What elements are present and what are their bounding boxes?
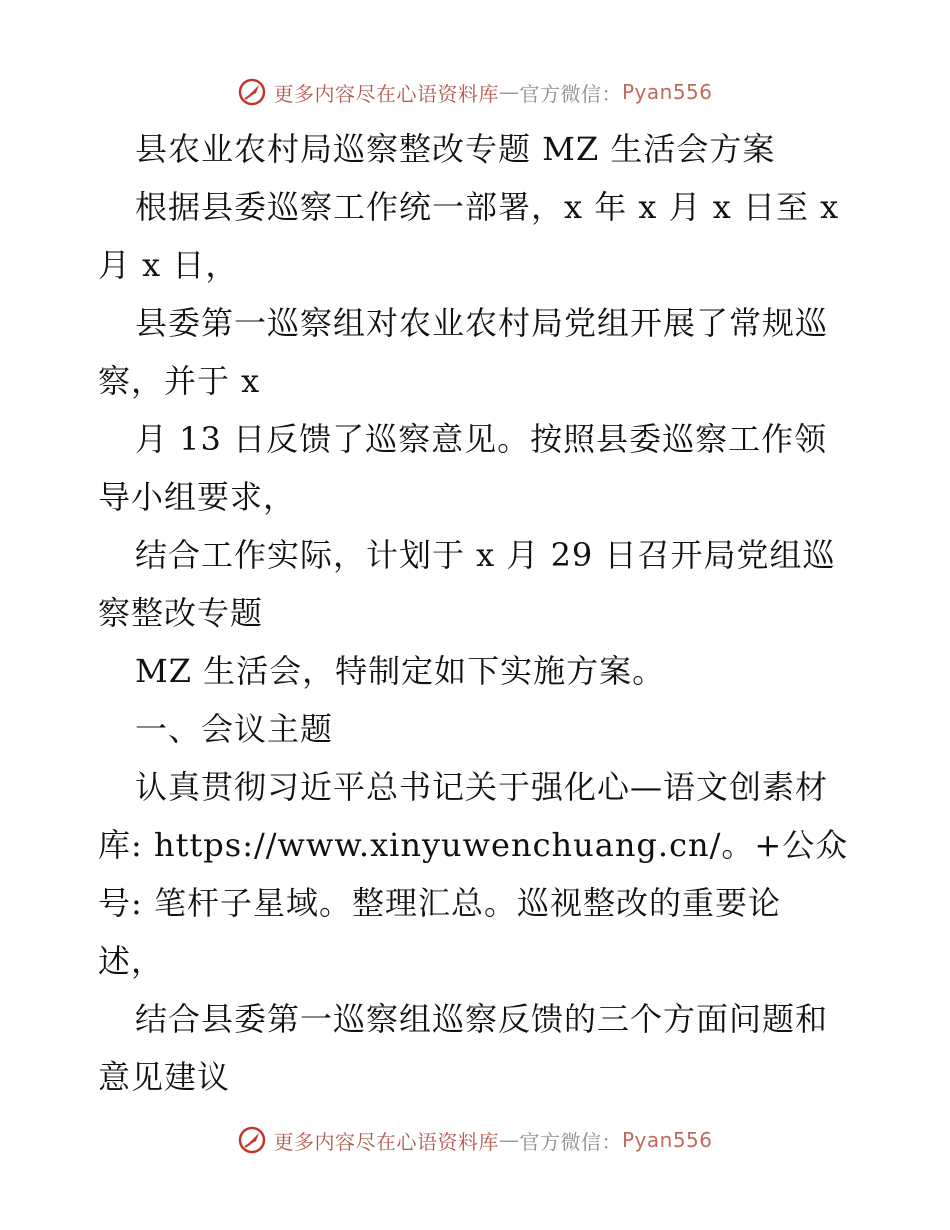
document-line: 认真贯彻习近平总书记关于强化心—语文创素材	[135, 768, 829, 806]
document-line: 察整改专题	[98, 594, 264, 632]
document-line: 导小组要求，	[98, 478, 297, 516]
document-line: 县农业农村局巡察整改专题 MZ 生活会方案	[135, 130, 776, 168]
document-line: 述，	[98, 942, 165, 980]
banner-official-label: 官方微信：	[519, 1129, 622, 1154]
document-line: 一、会议主题	[135, 710, 334, 748]
document-line: 察，并于 x	[98, 362, 261, 400]
document-line: 月 x 日，	[98, 246, 239, 284]
document-line: 库: https://www.xinyuwenchuang.cn/。+公众	[98, 826, 849, 864]
document-line: 县委第一巡察组对农业农村局党组开展了常规巡	[135, 304, 829, 342]
banner-official-label: 官方微信：	[519, 81, 622, 106]
banner-wechat-id: Pyan556	[621, 1128, 713, 1152]
banner-separator: —	[498, 1128, 520, 1152]
document-body	[98, 120, 858, 1106]
quill-logo-icon	[237, 1125, 267, 1155]
document-line: MZ 生活会，特制定如下实施方案。	[135, 652, 666, 690]
document-line: 根据县委巡察工作统一部署，x 年 x 月 x 日至 x	[135, 188, 840, 226]
document-line: 意见建议	[98, 1058, 231, 1096]
header-banner	[0, 72, 950, 112]
quill-logo-icon	[237, 77, 267, 107]
banner-wechat-id: Pyan556	[621, 80, 713, 104]
document-line: 月 13 日反馈了巡察意见。按照县委巡察工作领	[135, 420, 828, 458]
document-line: 结合工作实际，计划于 x 月 29 日召开局党组巡	[135, 536, 836, 574]
banner-text: 更多内容尽在心语资料库	[273, 1129, 499, 1154]
footer-banner	[0, 1120, 950, 1160]
document-line: 号: 笔杆子星域。整理汇总。巡视整改的重要论	[98, 884, 781, 922]
banner-separator: —	[498, 80, 520, 104]
banner-text: 更多内容尽在心语资料库	[273, 81, 499, 106]
document-line: 结合县委第一巡察组巡察反馈的三个方面问题和	[135, 1000, 829, 1038]
